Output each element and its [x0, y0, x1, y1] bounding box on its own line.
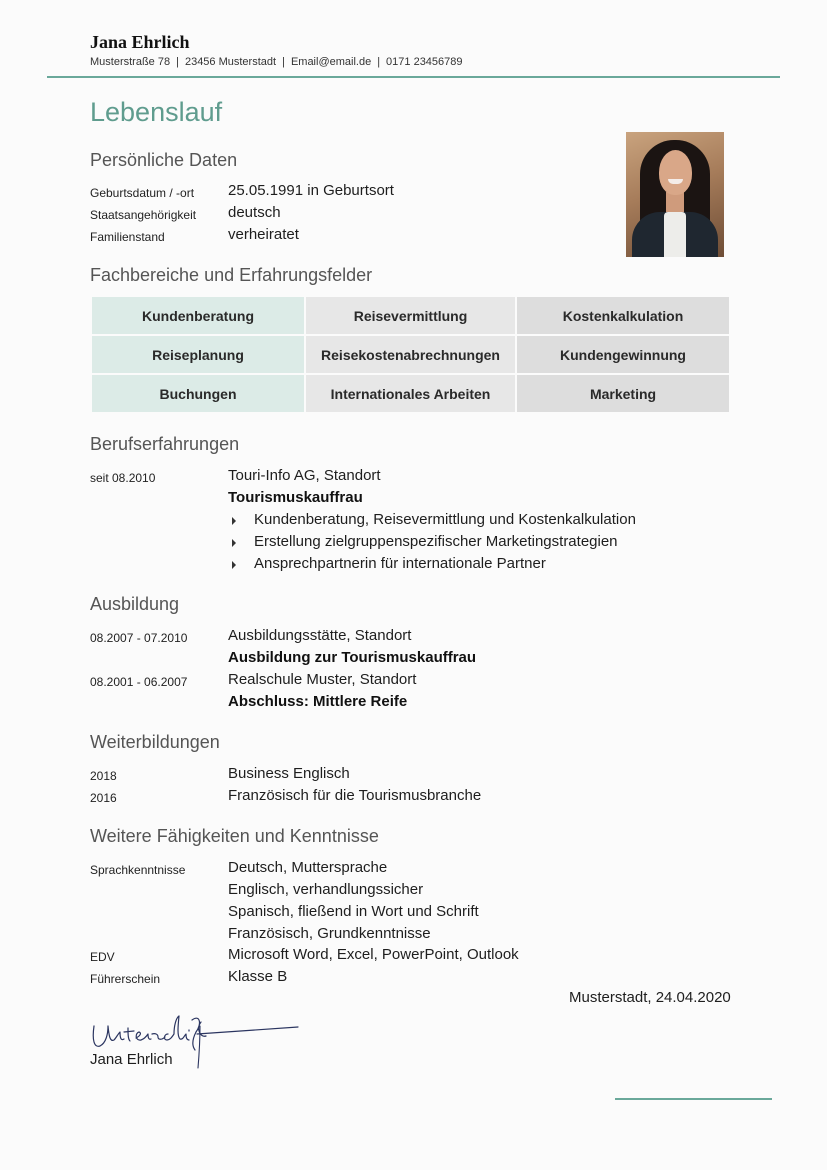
it-value: Microsoft Word, Excel, PowerPoint, Outlook: [228, 946, 519, 963]
education-period: 08.2007 - 07.2010: [90, 631, 188, 645]
row-label: Familienstand: [90, 230, 165, 244]
signer-name: Jana Ehrlich: [90, 1051, 173, 1068]
section-title-skills: Fachbereiche und Erfahrungsfelder: [90, 265, 373, 285]
applicant-name: Jana Ehrlich: [90, 32, 190, 52]
row-value: 25.05.1991 in Geburtsort: [228, 182, 394, 199]
contact-separator: |: [377, 56, 381, 68]
license-value: Klasse B: [228, 968, 288, 985]
profile-photo: [626, 132, 724, 257]
education-institution: Ausbildungsstätte, Standort: [228, 627, 412, 644]
education-detail: Ausbildung zur Tourismuskauffrau: [228, 649, 477, 666]
language-item: Französisch, Grundkenntnisse: [228, 925, 431, 942]
photo-face: [659, 150, 692, 195]
contact-street: Musterstraße 78: [90, 56, 171, 68]
document-title: Lebenslauf: [90, 97, 223, 127]
contact-phone: 0171 23456789: [386, 56, 463, 68]
section-title-experience: Berufserfahrungen: [90, 434, 240, 454]
skill-cell: Reiseplanung: [92, 336, 304, 373]
further-skill-row: [90, 967, 750, 989]
training-year: 2018: [90, 769, 117, 783]
skill-cell: Marketing: [517, 375, 729, 412]
further-skill-row: [90, 858, 750, 880]
bullet-text: Kundenberatung, Reisevermittlung und Kostenkalkulation: [254, 511, 636, 528]
experience-row: [90, 466, 750, 488]
further-skill-row: [90, 924, 750, 946]
further-skill-row: [90, 880, 750, 902]
education-row: [90, 692, 750, 714]
skills-grid: [92, 297, 729, 414]
contact-city: 23456 Musterstadt: [184, 56, 277, 68]
footer-divider: [615, 1098, 772, 1100]
training-title: Französisch für die Tourismusbranche: [228, 787, 482, 804]
row-label: Geburtsdatum / -ort: [90, 186, 195, 200]
languages-label: Sprachkenntnisse: [90, 863, 186, 877]
skill-cell: Kostenkalkulation: [517, 297, 729, 334]
education-institution: Realschule Muster, Standort: [228, 671, 417, 688]
experience-company: Touri-Info AG, Standort: [228, 467, 381, 484]
education-detail: Abschluss: Mittlere Reife: [228, 693, 408, 710]
license-label: Führerschein: [90, 972, 161, 986]
contact-email[interactable]: Email@email.de: [290, 56, 372, 68]
row-value: verheiratet: [228, 226, 299, 243]
skill-cell: Internationales Arbeiten: [306, 375, 515, 412]
training-row: [90, 764, 750, 786]
section-title-training: Weiterbildungen: [90, 732, 220, 752]
contact-separator: |: [176, 56, 179, 68]
row-value: deutsch: [228, 204, 281, 221]
contact-line: [90, 56, 463, 68]
skill-cell: Reisevermittlung: [306, 297, 515, 334]
further-skill-row: [90, 902, 750, 924]
photo-shirt: [664, 212, 686, 257]
experience-row: [90, 488, 750, 510]
training-title: Business Englisch: [228, 765, 350, 782]
further-skill-row: [90, 945, 750, 967]
bullet-arrow-icon: [232, 561, 236, 569]
section-title-further-skills: Weitere Fähigkeiten und Kenntnisse: [90, 826, 379, 846]
bullet-arrow-icon: [232, 517, 236, 525]
language-item: Englisch, verhandlungssicher: [228, 881, 424, 898]
language-item: Deutsch, Muttersprache: [228, 859, 388, 876]
language-item: Spanisch, fließend in Wort und Schrift: [228, 903, 479, 920]
skill-cell: Kundengewinnung: [517, 336, 729, 373]
bullet-text: Erstellung zielgruppenspezifischer Marketingstrategien: [254, 533, 618, 550]
section-title-personal: Persönliche Daten: [90, 150, 238, 170]
training-row: [90, 786, 750, 808]
training-year: 2016: [90, 791, 117, 805]
skill-cell: Kundenberatung: [92, 297, 304, 334]
row-label: Staatsangehörigkeit: [90, 208, 197, 222]
section-title-education: Ausbildung: [90, 594, 180, 614]
skill-cell: Buchungen: [92, 375, 304, 412]
education-row: [90, 626, 750, 648]
education-row: [90, 648, 750, 670]
contact-separator: |: [282, 56, 285, 68]
place-and-date: Musterstadt, 24.04.2020: [569, 989, 731, 1006]
education-row: [90, 670, 750, 692]
bullet-arrow-icon: [232, 539, 236, 547]
education-period: 08.2001 - 06.2007: [90, 675, 188, 689]
skill-cell: Reisekostenabrechnungen: [306, 336, 515, 373]
photo-neck: [666, 192, 684, 212]
experience-period: seit 08.2010: [90, 471, 156, 485]
it-label: EDV: [90, 950, 115, 964]
bullet-text: Ansprechpartnerin für internationale Partner: [254, 555, 546, 572]
header-divider: [47, 76, 780, 78]
experience-role: Tourismuskauffrau: [228, 489, 363, 506]
